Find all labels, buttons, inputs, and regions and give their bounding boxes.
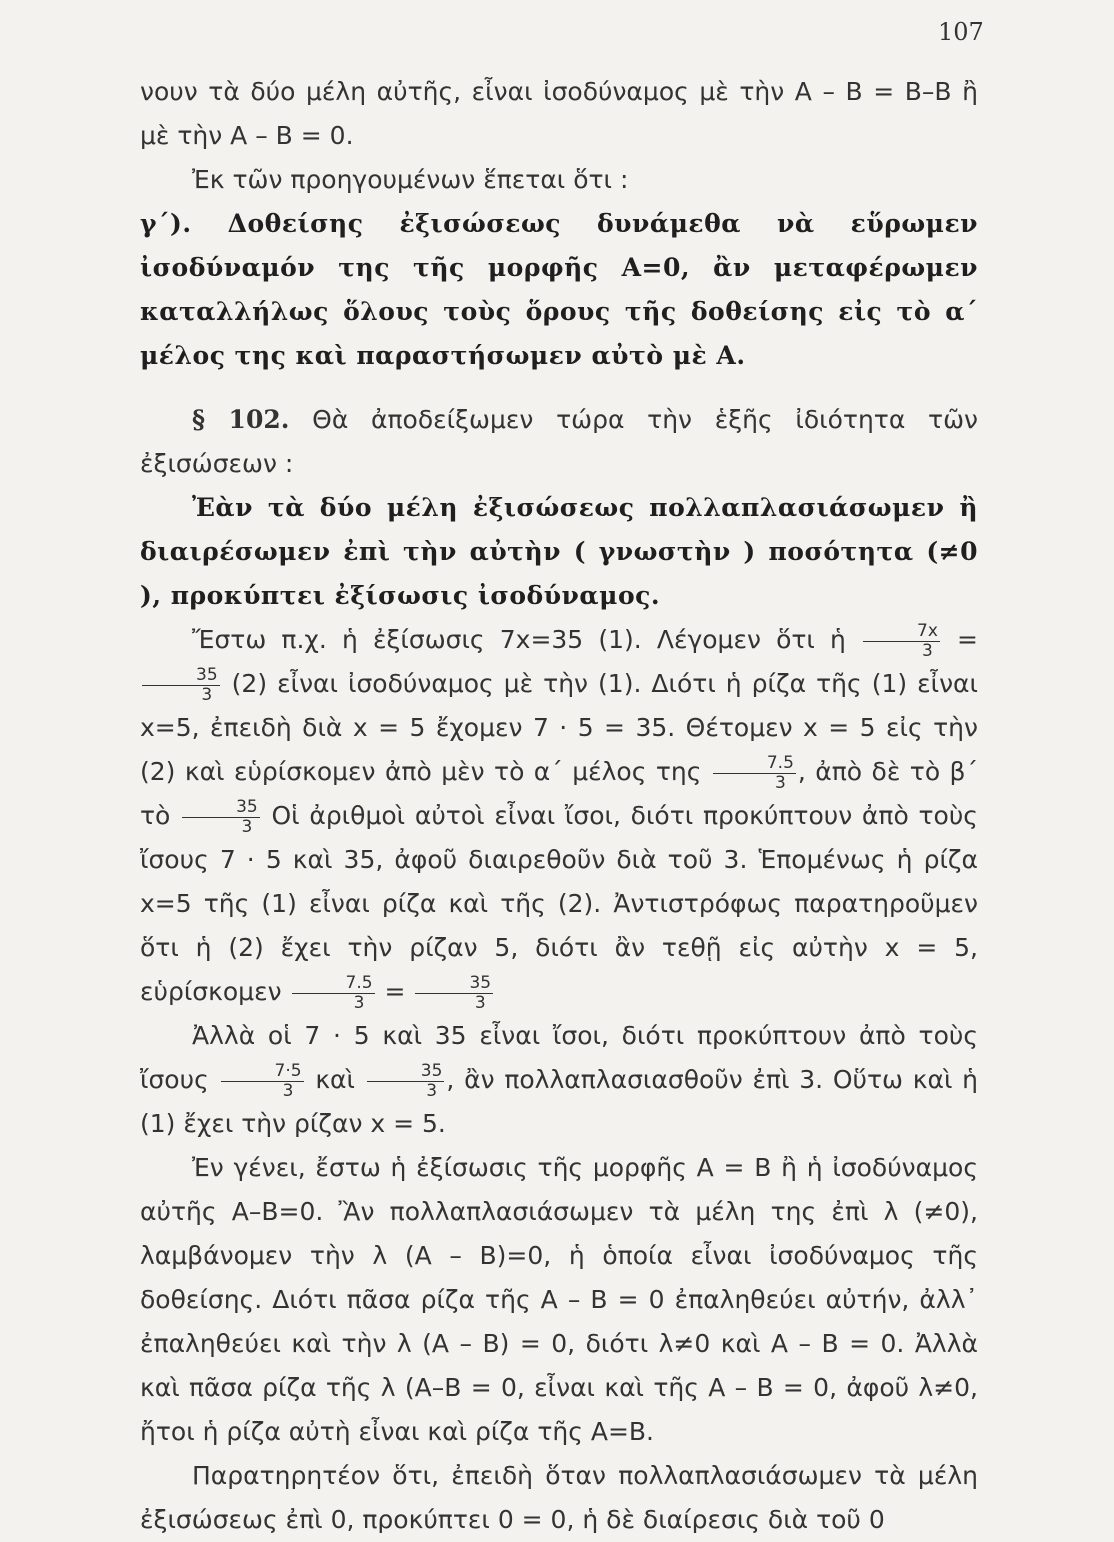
paragraph-1: νουν τὰ δύο μέλη αὐτῆς, εἶναι ἰσοδύναμος μὲ τὴν Α – Β = Β–Β ἢ μὲ τὴν Α – Β = 0.	[140, 77, 978, 150]
fraction-35-3-d	[367, 1062, 445, 1101]
page-number: 107	[938, 18, 984, 46]
fraction-7-5-3-b	[292, 974, 375, 1013]
example-paragraph	[140, 618, 978, 1014]
fraction-35-3-b	[182, 798, 260, 837]
paragraph-rule-g: γ΄). Δοθείσης ἐξισώσεως δυνάμεθα νὰ εὕρωμεν ἰσοδύναμόν της τῆς μορφῆς Α=0, ἂν μεταφέρωμεν καταλλήλως ὅλους τοὺς ὅρους τῆς δοθείσης εἰς τὸ α΄ μέλος της καὶ παραστήσωμεν αὐτὸ μὲ Α.	[140, 209, 978, 370]
fraction-numerator: 7·5	[221, 1062, 304, 1082]
fraction-7x-3	[863, 622, 940, 661]
fraction-denominator: 3	[474, 992, 486, 1013]
fraction-denominator: 3	[426, 1080, 438, 1101]
fraction-numerator: 7x	[863, 622, 940, 642]
page-body	[140, 70, 978, 1542]
fraction-numerator: 35	[182, 798, 260, 818]
equals-sign: =	[384, 977, 406, 1006]
fraction-numerator: 35	[415, 974, 493, 994]
converse-text-3: , ἂν πολλαπλασιασθοῦν ἐπὶ 3. Οὕτω καὶ ἡ (1) ἔχει τὴν ρίζαν x = 5.	[140, 1065, 979, 1138]
converse-text-2: καὶ	[315, 1065, 356, 1094]
fraction-denominator: 3	[201, 684, 213, 705]
fraction-numerator: 7.5	[292, 974, 375, 994]
fraction-numerator: 7.5	[713, 754, 796, 774]
equals-sign: =	[957, 625, 978, 654]
fraction-35-3	[142, 666, 220, 705]
section-102	[140, 398, 978, 486]
fraction-denominator: 3	[774, 772, 786, 793]
fraction-7x5-3	[221, 1062, 304, 1101]
general-paragraph: Ἐν γένει, ἔστω ἡ ἐξίσωσις τῆς μορφῆς Α = Β ἢ ἡ ἰσοδύναμος αὐτῆς Α–Β=0. Ἂν πολλαπλασιάσωμεν τὰ μέλη της ἐπὶ λ (≠0), λαμβάνομεν τὴν λ (Α – Β)=0, ἡ ὁποία εἶναι ἰσοδύναμος τῆς δοθείσης. Διότι πᾶσα ρίζα τῆς Α – Β = 0 ἐπαληθεύει αὐτήν, ἀλλ᾽ ἐπαληθεύει καὶ τὴν λ (Α – Β) = 0, διότι λ≠0 καὶ Α – Β = 0. Ἀλλὰ καὶ πᾶσα ρίζα τῆς λ (Α–Β = 0, εἶναι καὶ τῆς Α – Β = 0, ἀφοῦ λ≠0, ἤτοι ἡ ρίζα αὐτὴ εἶναι καὶ ρίζα τῆς Α=Β.	[140, 1153, 978, 1446]
fraction-denominator: 3	[282, 1080, 294, 1101]
paragraph-2: Ἐκ τῶν προηγουμένων ἕπεται ὅτι :	[192, 165, 629, 194]
example-text-2: (2) εἶναι ἰσοδύναμος μὲ τὴν (1). Διότι ἡ ρίζα τῆς (1) εἶναι x=5, ἐπειδὴ διὰ x = 5 ἔχομεν 7 · 5 = 35. Θέτομεν x = 5 εἰς τὴν (2) καὶ εὑρίσκομεν ἀπὸ μὲν τὸ α΄ μέλος της	[140, 669, 979, 786]
converse-paragraph	[140, 1014, 978, 1146]
section-intro: Θὰ ἀποδείξωμεν τώρα τὴν ἑξῆς ἰδιότητα τῶν ἐξισώσεων :	[140, 405, 978, 478]
fraction-numerator: 35	[142, 666, 220, 686]
fraction-denominator: 3	[922, 640, 933, 661]
fraction-numerator: 35	[367, 1062, 445, 1082]
example-text-1: Ἔστω π.χ. ἡ ἐξίσωσις 7x=35 (1). Λέγομεν ὅτι ἡ	[192, 625, 846, 654]
example-text-3: , ἀπὸ δὲ τὸ β΄ τὸ	[140, 757, 979, 830]
fraction-denominator: 3	[241, 816, 253, 837]
example-text-4: Οἱ ἀριθμοὶ αὐτοὶ εἶναι ἴσοι, διότι προκύπτουν ἀπὸ τοὺς ἴσους 7 · 5 καὶ 35, ἀφοῦ διαιρεθοῦν διὰ τοῦ 3. Ἑπομένως ἡ ρίζα x=5 τῆς (1) εἶναι ρίζα καὶ τῆς (2). Ἀντιστρόφως παρατηροῦμεν ὅτι ἡ (2) ἔχει τὴν ρίζαν 5, διότι ἂν τεθῇ εἰς αὐτὴν x = 5, εὑρίσκομεν	[140, 801, 978, 1006]
section-number: § 102.	[192, 405, 290, 434]
theorem-statement: Ἐὰν τὰ δύο μέλη ἐξισώσεως πολλαπλασιάσωμεν ἢ διαιρέσωμεν ἐπὶ τὴν αὐτὴν ( γνωστὴν ) ποσότητα (≠0 ), προκύπτει ἐξίσωσις ἰσοδύναμος.	[140, 493, 978, 610]
converse-text-1: Ἀλλὰ οἱ 7 · 5 καὶ 35 εἶναι ἴσοι, διότι προκύπτουν ἀπὸ τοὺς ἴσους	[140, 1021, 978, 1094]
fraction-35-3-c	[415, 974, 493, 1013]
remark-paragraph: Παρατηρητέον ὅτι, ἐπειδὴ ὅταν πολλαπλασιάσωμεν τὰ μέλη ἐξισώσεως ἐπὶ 0, προκύπτει 0 = 0, ἡ δὲ διαίρεσις διὰ τοῦ 0	[140, 1461, 978, 1534]
fraction-denominator: 3	[353, 992, 365, 1013]
fraction-7-5-3	[713, 754, 796, 793]
